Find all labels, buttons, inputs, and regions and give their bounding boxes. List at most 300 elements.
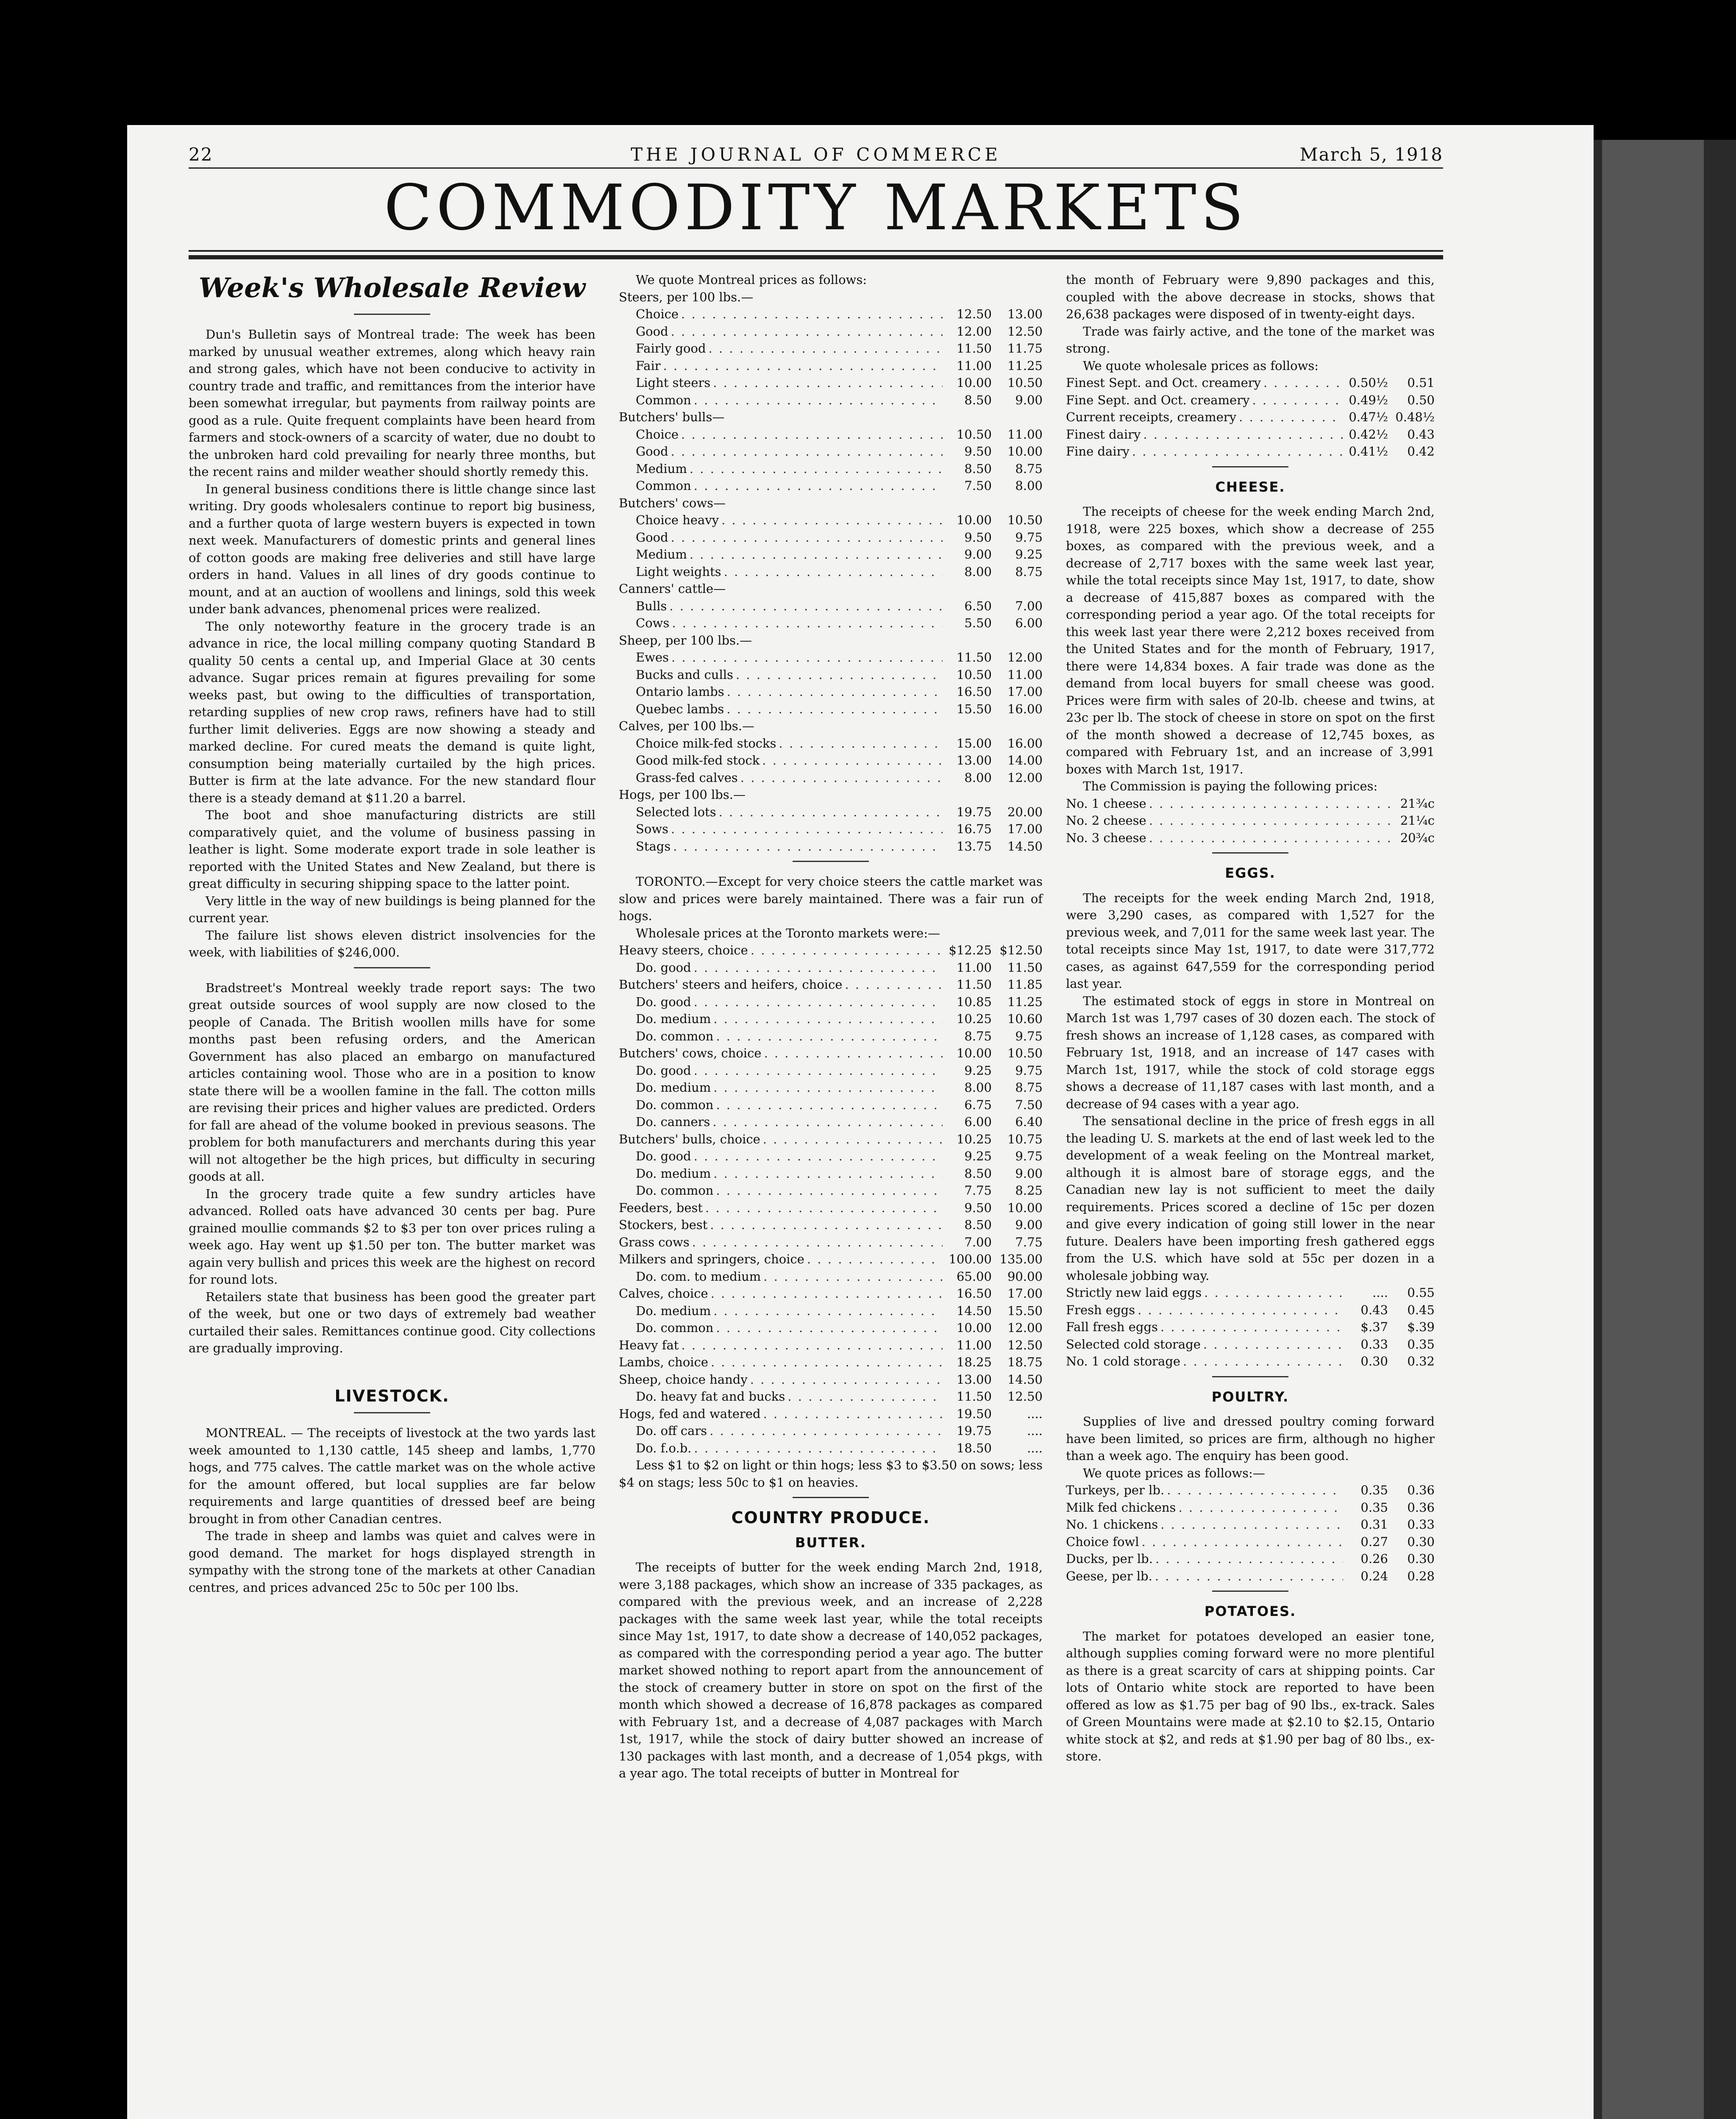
poultry-text: Supplies of live and dressed poultry coming forward have been limited, so prices are firm, although no higher than a week ago. The enquiry has been good. xyxy=(1066,1414,1435,1463)
price-label: Fall fresh eggs xyxy=(1066,1320,1158,1334)
price-label: Do. off cars xyxy=(636,1424,707,1438)
price-label: Finest Sept. and Oct. creamery xyxy=(1066,375,1261,390)
leader-dots xyxy=(672,615,943,632)
price-label: Strictly new laid eggs xyxy=(1066,1285,1202,1300)
leader-dots xyxy=(694,477,943,495)
leader-dots xyxy=(713,1165,943,1182)
issue-date: March 5, 1918 xyxy=(1299,144,1443,165)
bradstreet-body xyxy=(189,979,595,1357)
price-high: 20.00 xyxy=(1007,804,1043,819)
price-label: Milk fed chickens xyxy=(1066,1500,1176,1515)
price-row xyxy=(619,340,1043,357)
price-row xyxy=(619,701,1043,718)
price-low: 19.50 xyxy=(956,1406,992,1421)
price-category: Butchers' cows— xyxy=(619,495,726,510)
price-low: .... xyxy=(1372,1285,1388,1300)
leader-dots xyxy=(716,1096,943,1114)
price-low: 0.43 xyxy=(1360,1302,1388,1317)
price-label: Quebec lambs xyxy=(636,701,724,716)
price-label: Light weights xyxy=(636,564,721,579)
price-row xyxy=(619,1216,1043,1234)
eggs-heading: EGGS. xyxy=(1225,865,1276,881)
price-label: Good milk-fed stock xyxy=(636,753,760,768)
price-row xyxy=(619,357,1043,375)
price-low: 8.00 xyxy=(964,770,992,785)
leader-dots xyxy=(726,701,943,718)
price-low: 10.85 xyxy=(956,994,992,1009)
leader-dots xyxy=(716,1319,943,1337)
price-label: No. 2 cheese xyxy=(1066,813,1146,828)
price-low: 8.75 xyxy=(964,1029,992,1043)
price-high: 10.50 xyxy=(1007,513,1043,527)
price-low: 0.35 xyxy=(1360,1483,1388,1497)
price-low: 13.00 xyxy=(956,753,992,768)
leader-dots xyxy=(719,804,943,821)
paragraph: Very little in the way of new buildings is being planned for the current year. xyxy=(189,893,595,925)
running-header xyxy=(189,144,1443,167)
paragraph: Dun's Bulletin says of Montreal trade: The week has been marked by unusual weather extremes, along which heavy rain and strong gales, which have not been conducive to activity in country trade and traffic, and remittances from the interior have been somewhat irregular, but payments from railway points are good as a rule. Quite frequent complaints have been heard from farmers and stock-owners of a scarcity of water, due no doubt to the unbroken hard cold prevailing for nearly three months, but the recent rains and milder weather should shortly remedy this. xyxy=(189,327,595,479)
price-row xyxy=(619,1440,1043,1457)
price-row xyxy=(619,993,1043,1011)
price-row xyxy=(619,1405,1043,1423)
price-label: Fresh eggs xyxy=(1066,1302,1135,1317)
price-label: Stockers, best xyxy=(619,1218,708,1232)
price-row xyxy=(619,1319,1043,1337)
leader-dots xyxy=(709,340,943,357)
leader-dots xyxy=(763,1405,943,1423)
price-row xyxy=(1066,1499,1435,1516)
journal-name: THE JOURNAL OF COMMERCE xyxy=(631,144,1001,165)
price-high: 17.00 xyxy=(1007,684,1043,699)
price-low: 10.50 xyxy=(956,427,992,442)
price-high: 12.50 xyxy=(1007,1389,1043,1404)
leader-dots xyxy=(690,460,943,478)
price-label: Do. canners xyxy=(636,1115,710,1129)
price-high: 14.00 xyxy=(1007,753,1043,768)
price-label: Do. common xyxy=(636,1321,714,1335)
price-high: 9.75 xyxy=(1015,1149,1043,1163)
price-low: 0.30 xyxy=(1360,1354,1388,1368)
price-low: 6.75 xyxy=(964,1097,992,1112)
masthead-rule-thin xyxy=(189,250,1443,252)
price-row xyxy=(1066,829,1435,847)
section-masthead: COMMODITY MARKETS xyxy=(384,171,1248,244)
leader-dots xyxy=(764,1045,943,1062)
price-high: 14.50 xyxy=(1007,839,1043,854)
price-low: 10.25 xyxy=(956,1132,992,1146)
poultry-intro: We quote prices as follows:— xyxy=(1083,1466,1265,1480)
butter-intro: We quote wholesale prices as follows: xyxy=(1083,358,1319,373)
leader-dots xyxy=(1263,374,1343,392)
price-low: 9.50 xyxy=(964,530,992,545)
price-label: Butchers' steers and heifers, choice xyxy=(619,977,843,992)
price-high: 11.75 xyxy=(1007,341,1043,356)
price-label: Fine dairy xyxy=(1066,444,1130,459)
leader-dots xyxy=(762,752,943,769)
price-low: 13.00 xyxy=(956,1372,992,1387)
price-row xyxy=(1066,1568,1435,1585)
price-high: 15.50 xyxy=(1007,1303,1043,1318)
price-high: 10.00 xyxy=(1007,444,1043,459)
butter-text: The receipts of butter for the week ending March 2nd, 1918, were 3,188 packages, which show an increase of 335 packages, as compared with the previous week, and an increase of 2,228 packages with the same week last year, while the total receipts since May 1st, 1917, to date show a decrease of 140,052 packages, as compared with the corresponding period a year ago. The butter market showed nothing to report apart from the announcement of the stock of creamery butter in store on spot on the first of the month which showed a decrease of 16,878 packages as compared with February 1st, and a decrease of 4,087 packages with March 1st, 1917, while the stock of dairy butter showed an increase of 130 packages with last month, and a decrease of 1,054 pkgs, with a year ago. The total receipts of butter in Montreal for xyxy=(619,1560,1043,1780)
price-row xyxy=(619,1371,1043,1388)
price-row xyxy=(619,1388,1043,1405)
price-label: Common xyxy=(636,392,691,407)
price-high: 0.43 xyxy=(1407,427,1435,442)
price-low: 8.00 xyxy=(964,564,992,579)
eggs-text-3: The sensational decline in the price of fresh eggs in all the leading U. S. markets at the end of last week led to the development of a weak feeling on the Montreal market, although it is almost bare of storage eggs, and the Canadian new lay is not sufficient to meet the daily requirements. Prices scored a decline of 15c per dozen and give every indication of going still lower in the near future. Dealers have been importing fresh gathered eggs from the U.S. which have sold at 55c per dozen in a wholesale jobbing way. xyxy=(1066,1114,1435,1283)
price-low: 0.50½ xyxy=(1349,375,1388,390)
poultry-heading: POULTRY. xyxy=(1211,1388,1289,1405)
price-row xyxy=(619,838,1043,855)
price-row xyxy=(619,1165,1043,1182)
price-low: 8.50 xyxy=(964,1166,992,1181)
price-high: 12.00 xyxy=(1007,770,1043,785)
price-low: 9.25 xyxy=(964,1149,992,1163)
price-row xyxy=(619,1113,1043,1131)
price-high: 9.00 xyxy=(1015,1218,1043,1232)
price-label: Ducks, per lb. xyxy=(1066,1552,1153,1566)
price-low: 12.00 xyxy=(956,324,992,339)
poultry-price-table xyxy=(1066,1482,1435,1585)
price-row xyxy=(619,477,1043,495)
price-label: Grass-fed calves xyxy=(636,770,738,785)
leader-dots xyxy=(1178,1499,1343,1516)
price-row xyxy=(619,1199,1043,1217)
price-row xyxy=(619,1062,1043,1079)
price-low: 15.50 xyxy=(956,701,992,716)
price-row xyxy=(619,563,1043,581)
price-row xyxy=(1066,1482,1435,1499)
price-label: Do. com. to medium xyxy=(636,1269,761,1284)
price-row xyxy=(619,804,1043,821)
price-label: Do. medium xyxy=(636,1166,711,1181)
price-high: 12.50 xyxy=(1007,324,1043,339)
price-label: Grass cows xyxy=(619,1235,690,1249)
price-row xyxy=(619,1079,1043,1096)
price-low: 0.47½ xyxy=(1349,410,1388,424)
price-row xyxy=(619,1096,1043,1114)
price-high: 10.50 xyxy=(1007,375,1043,390)
price-low: 10.00 xyxy=(956,1046,992,1060)
price-label: Fairly good xyxy=(636,341,706,356)
leader-dots xyxy=(716,1182,943,1199)
price-row xyxy=(619,374,1043,392)
price-low: 7.50 xyxy=(964,478,992,493)
price-high: 0.35 xyxy=(1407,1337,1435,1351)
leader-dots xyxy=(710,1216,943,1234)
price-high: 8.75 xyxy=(1015,564,1043,579)
price-label: Heavy steers, choice xyxy=(619,943,748,957)
price-low: 0.24 xyxy=(1360,1568,1388,1583)
price-low: 21¼c xyxy=(1400,813,1435,828)
cheese-price-table xyxy=(1066,795,1435,847)
price-high: 0.50 xyxy=(1407,392,1435,407)
price-high: .... xyxy=(1027,1440,1043,1455)
price-high: $12.50 xyxy=(999,943,1043,957)
price-high: 11.00 xyxy=(1007,427,1043,442)
price-label: Ewes xyxy=(636,650,669,665)
leader-dots xyxy=(1149,812,1390,829)
divider xyxy=(1212,852,1288,854)
leader-dots xyxy=(1143,426,1343,443)
price-label: Lambs, choice xyxy=(619,1355,708,1369)
adjacent-page-edge xyxy=(1585,140,1736,2119)
eggs-text-1: The receipts for the week ending March 2nd, 1918, were 3,290 cases, as compared with 1,527 for the previous week, and 7,011 for the same week last year. The total receipts since May 1st, 1917, to date were 317,772 cases, as against 647,559 for the corresponding period last year. xyxy=(1066,890,1435,991)
price-low: 0.33 xyxy=(1360,1337,1388,1351)
column-2 xyxy=(619,271,1043,1782)
paragraph: The failure list shows eleven district insolvencies for the week, with liabilities of $246,000. xyxy=(189,928,595,959)
price-row xyxy=(619,666,1043,684)
price-high: 6.40 xyxy=(1015,1115,1043,1129)
price-high: 10.00 xyxy=(1007,1200,1043,1215)
price-row xyxy=(619,752,1043,769)
divider xyxy=(1212,1591,1288,1592)
price-low: 7.75 xyxy=(964,1183,992,1198)
price-label: Light steers xyxy=(636,375,711,390)
price-label: Milkers and springers, choice xyxy=(619,1252,804,1266)
paragraph: The trade in sheep and lambs was quiet and calves were in good demand. The market for hogs displayed strength in sympathy with the strong tone of the markets at other Canadian centres, and prices advanced 25c to 50c per 100 lbs. xyxy=(189,1529,595,1595)
price-low: 13.75 xyxy=(956,839,992,854)
toronto-price-table xyxy=(619,942,1043,1457)
price-row xyxy=(1066,1353,1435,1370)
price-row xyxy=(1066,1336,1435,1353)
price-row xyxy=(619,392,1043,409)
leader-dots xyxy=(709,1422,943,1440)
price-row xyxy=(619,546,1043,563)
price-low: 11.50 xyxy=(956,650,992,665)
price-low: 9.50 xyxy=(964,1200,992,1215)
price-low: 10.00 xyxy=(956,513,992,527)
leader-dots xyxy=(1149,795,1390,812)
price-high: 0.42 xyxy=(1407,444,1435,459)
price-label: Do. common xyxy=(636,1029,714,1043)
price-row xyxy=(1066,1533,1435,1551)
price-high: 9.75 xyxy=(1015,1029,1043,1043)
leader-dots xyxy=(705,1199,943,1217)
price-label: Do. good xyxy=(636,994,691,1009)
price-low: 19.75 xyxy=(956,1424,992,1438)
leader-dots xyxy=(845,976,943,993)
price-low: 0.27 xyxy=(1360,1534,1388,1549)
price-category: Hogs, per 100 lbs.— xyxy=(619,787,746,802)
price-category: Canners' cattle— xyxy=(619,581,726,596)
price-row xyxy=(619,649,1043,666)
page-number: 22 xyxy=(189,144,213,165)
leader-dots xyxy=(671,323,943,340)
price-label: Do. common xyxy=(636,1097,714,1112)
price-low: 10.25 xyxy=(956,1012,992,1026)
leader-dots xyxy=(807,1251,943,1268)
price-row xyxy=(619,942,1043,959)
price-row xyxy=(619,735,1043,752)
price-low: 0.41½ xyxy=(1349,444,1388,459)
price-label: Finest dairy xyxy=(1066,427,1141,442)
price-label: Choice fowl xyxy=(1066,1534,1139,1549)
price-label: Selected cold storage xyxy=(1066,1337,1201,1351)
montreal-intro: We quote Montreal prices as follows: xyxy=(636,273,867,287)
price-low: 0.31 xyxy=(1360,1517,1388,1532)
price-row xyxy=(619,820,1043,838)
price-low: 11.00 xyxy=(956,358,992,373)
price-high: 11.50 xyxy=(1007,960,1043,975)
price-high: 9.25 xyxy=(1015,547,1043,562)
price-high: 135.00 xyxy=(999,1252,1043,1266)
price-high: 0.33 xyxy=(1407,1517,1435,1532)
potatoes-text: The market for potatoes developed an easier tone, although supplies coming forward were no more plentiful as there is a great scarcity of cars at shipping points. Car lots of Ontario white stock are reported to have been offered as low as $1.75 per bag of 90 lbs., ex-track. Sales of Green Mountains were made at $2.10 to $2.15, Ontario white stock at $2, and reds at $1.90 per bag of 80 lbs., ex-store. xyxy=(1066,1629,1435,1763)
price-category: Steers, per 100 lbs.— xyxy=(619,289,754,304)
leader-dots xyxy=(711,1285,943,1302)
price-label: No. 1 chickens xyxy=(1066,1517,1158,1532)
leader-dots xyxy=(694,1148,943,1165)
leader-dots xyxy=(1204,1284,1343,1301)
leader-dots xyxy=(713,1302,943,1320)
price-category: Calves, per 100 lbs.— xyxy=(619,719,754,733)
leader-dots xyxy=(750,1371,943,1388)
butter-price-table xyxy=(1066,374,1435,460)
leader-dots xyxy=(694,993,943,1011)
price-row xyxy=(619,529,1043,546)
price-high: 0.36 xyxy=(1407,1500,1435,1515)
leader-dots xyxy=(1167,1482,1343,1499)
price-label: Selected lots xyxy=(636,804,716,819)
price-high: 8.75 xyxy=(1015,461,1043,476)
price-row xyxy=(1066,1301,1435,1319)
eggs-text-2: The estimated stock of eggs in store in Montreal on March 1st was 1,797 cases of 30 dozen each. The stock of fresh shows an increase of 1,128 cases, as compared with February 1st, 1918, and an increase of 147 cases with March 1st, 1917, while the stock of cold storage eggs shows a decrease of 11,187 cases with last month, and a decrease of 94 cases with a year ago. xyxy=(1066,993,1435,1111)
price-high: 7.00 xyxy=(1015,598,1043,613)
leader-dots xyxy=(1183,1353,1343,1370)
leader-dots xyxy=(711,1354,943,1371)
price-label: Choice heavy xyxy=(636,513,719,527)
leader-dots xyxy=(1239,409,1343,426)
price-high: 8.75 xyxy=(1015,1080,1043,1095)
toronto-note: Less $1 to $2 on light or thin hogs; less $3 to $3.50 on sows; less $4 on stags; less 50c to $1 on heavies. xyxy=(619,1458,1043,1490)
leader-dots xyxy=(727,683,943,701)
price-row xyxy=(619,1028,1043,1045)
price-low: 65.00 xyxy=(956,1269,992,1284)
montreal-price-table xyxy=(619,289,1043,855)
price-low: 6.50 xyxy=(964,598,992,613)
leader-dots xyxy=(681,426,943,443)
leader-dots xyxy=(712,1113,943,1131)
leader-dots xyxy=(1160,1516,1343,1533)
price-high: 10.75 xyxy=(1007,1132,1043,1146)
divider xyxy=(793,861,869,862)
leader-dots xyxy=(1155,1568,1343,1585)
price-high: 0.32 xyxy=(1407,1354,1435,1368)
price-high: 9.00 xyxy=(1015,1166,1043,1181)
price-category: Sheep, per 100 lbs.— xyxy=(619,633,752,648)
price-low: 8.50 xyxy=(964,1218,992,1232)
leader-dots xyxy=(1132,443,1343,460)
leader-dots xyxy=(763,1131,943,1148)
column-1 xyxy=(189,271,595,1596)
divider xyxy=(1212,1376,1288,1377)
leader-dots xyxy=(713,1079,943,1096)
price-low: 19.75 xyxy=(956,804,992,819)
price-low: 8.50 xyxy=(964,392,992,407)
livestock-body xyxy=(189,1424,595,1596)
price-label: Do. good xyxy=(636,960,691,975)
leader-dots xyxy=(671,820,943,838)
price-label: Geese, per lb. xyxy=(1066,1568,1152,1583)
price-row xyxy=(619,1354,1043,1371)
price-high: 17.00 xyxy=(1007,822,1043,836)
price-high: 0.30 xyxy=(1407,1534,1435,1549)
potatoes-heading: POTATOES. xyxy=(1204,1603,1296,1619)
price-high: 11.25 xyxy=(1007,358,1043,373)
price-high: 90.00 xyxy=(1007,1269,1043,1284)
price-label: Do. heavy fat and bucks xyxy=(636,1389,785,1404)
price-row xyxy=(619,323,1043,340)
price-label: Medium xyxy=(636,461,687,476)
price-high: 0.30 xyxy=(1407,1552,1435,1566)
cheese-heading: CHEESE. xyxy=(1215,478,1285,495)
price-high: 7.50 xyxy=(1015,1097,1043,1112)
price-label: Common xyxy=(636,478,691,493)
price-low: 16.50 xyxy=(956,1286,992,1301)
price-high: 17.00 xyxy=(1007,1286,1043,1301)
butter-trade: Trade was fairly active, and the tone of the market was strong. xyxy=(1066,324,1435,356)
paragraph: The boot and shoe manufacturing districts are still comparatively quiet, and the volume of business passing in leather is light. Some moderate export trade in sole leather is reported with the United States and New Zealand, but there is great difficulty in securing shipping space to the latter point. xyxy=(189,808,595,891)
price-high: 11.00 xyxy=(1007,667,1043,682)
price-high: 12.50 xyxy=(1007,1338,1043,1352)
paragraph: In general business conditions there is little change since last writing. Dry goods wholesalers continue to report big business, and a further quota of large western buyers is expected in town next week. Manufacturers of domestic prints and general lines of cotton goods are making free deliveries and still have large orders in hand. Values in all lines of dry goods continue to mount, and at an auction of woollens and linings, sold this week under bank advances, phenomenal prices were realized. xyxy=(189,481,595,616)
price-high: 10.60 xyxy=(1007,1012,1043,1026)
price-high: 12.00 xyxy=(1007,1321,1043,1335)
leader-dots xyxy=(694,1062,943,1079)
price-label: Good xyxy=(636,324,668,339)
price-low: 12.50 xyxy=(956,307,992,321)
leader-dots xyxy=(671,529,943,546)
price-high: 6.00 xyxy=(1015,616,1043,630)
price-low: $12.25 xyxy=(949,943,992,957)
price-high: 0.48½ xyxy=(1395,410,1435,424)
price-high: 12.00 xyxy=(1007,650,1043,665)
leader-dots xyxy=(751,942,943,959)
price-low: 8.00 xyxy=(964,1080,992,1095)
price-high: 0.51 xyxy=(1407,375,1435,390)
price-row xyxy=(619,1251,1043,1268)
price-label: Do. medium xyxy=(636,1080,711,1095)
price-low: 14.50 xyxy=(956,1303,992,1318)
price-low: 11.00 xyxy=(956,1338,992,1352)
price-label: Good xyxy=(636,530,668,545)
butter-continued: the month of February were 9,890 packages and this, coupled with the above decrease in stocks, shows that 26,638 packages were disposed of in twenty-eight days. xyxy=(1066,273,1435,321)
price-row xyxy=(1066,1284,1435,1301)
price-low: 100.00 xyxy=(949,1252,992,1266)
price-high: 9.75 xyxy=(1015,530,1043,545)
eggs-price-table xyxy=(1066,1284,1435,1370)
butter-heading: BUTTER. xyxy=(795,1534,866,1551)
price-low: 10.50 xyxy=(956,667,992,682)
price-high: 0.45 xyxy=(1407,1302,1435,1317)
price-row xyxy=(1066,443,1435,460)
price-label: Butchers' bulls, choice xyxy=(619,1132,760,1146)
price-row xyxy=(1066,426,1435,443)
price-label: Feeders, best xyxy=(619,1200,703,1215)
price-label: Calves, choice xyxy=(619,1286,708,1301)
price-low: 18.50 xyxy=(956,1440,992,1455)
price-high: 11.25 xyxy=(1007,994,1043,1009)
price-label: Fine Sept. and Oct. creamery xyxy=(1066,392,1250,407)
price-high: 18.75 xyxy=(1007,1355,1043,1369)
price-label: Hogs, fed and watered xyxy=(619,1406,761,1421)
price-high: 0.55 xyxy=(1407,1285,1435,1300)
divider xyxy=(1212,466,1288,467)
price-row xyxy=(619,1045,1043,1062)
price-low: 8.50 xyxy=(964,461,992,476)
